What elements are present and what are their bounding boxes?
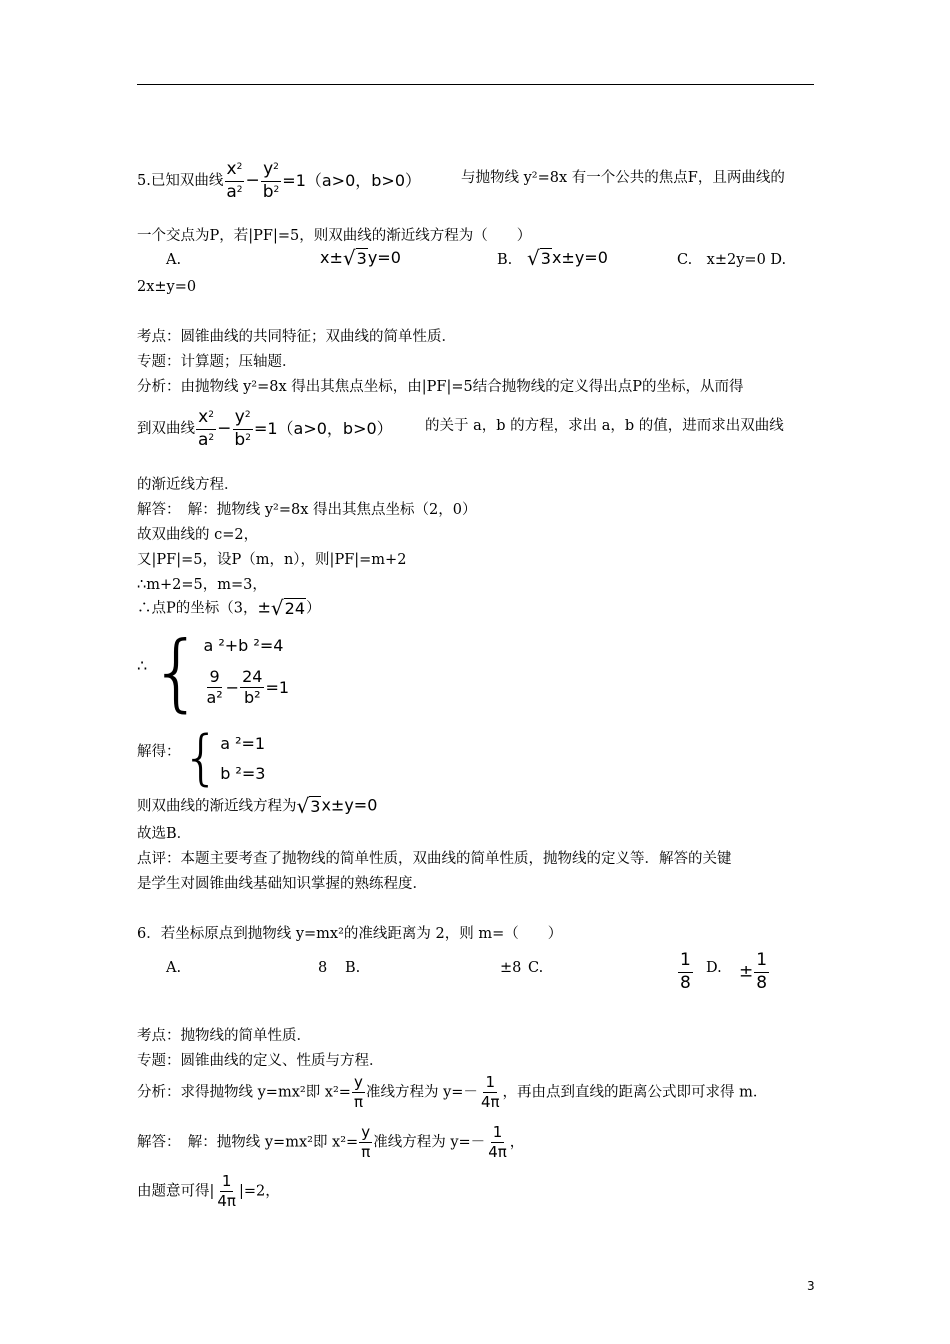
- q5-fenxi-line2-post: 的关于 a，b 的方程，求出 a，b 的值，进而求出双曲线: [425, 418, 784, 434]
- equation-system-1: { a ²+b ²=4 $\frac{9}{\text{a²}}$ − $\frac{24}{\text{b²}}$ =1: [150, 623, 290, 721]
- page-number: 3: [807, 1279, 815, 1293]
- q5-conclusion: 则双曲线的渐近线方程为 √ 3 x±y=0: [137, 794, 378, 818]
- q6-option-a-label: A.: [166, 960, 182, 976]
- system2-row2: b ²=3: [220, 763, 266, 783]
- q5-jieda-line3: 又|PF|=5，设P（m，n），则|PF|=m+2: [137, 552, 407, 568]
- therefore-symbol: ∴: [137, 656, 148, 675]
- q6-option-b-value: ±8: [500, 960, 522, 976]
- q5-jieda-line1: 解答： 解：抛物线 y²=8x 得出其焦点坐标（2，0）: [137, 502, 477, 518]
- q5-fenxi-line1: 分析：由抛物线 y²=8x 得出其焦点坐标，由|PF|=5结合抛物线的定义得出点P的坐标，从而得: [137, 379, 744, 395]
- q5-option-c: C. x±2y=0 D.: [677, 252, 787, 268]
- q6-option-c-label: C.: [528, 960, 544, 976]
- system1-row1: a ²+b ²=4: [203, 636, 284, 656]
- q6-option-d-label: D.: [706, 960, 722, 976]
- q5-zhuanti: 专题：计算题；压轴题．: [137, 354, 297, 370]
- jiede-label: 解得：: [137, 744, 181, 760]
- header-rule: [137, 84, 814, 85]
- q5-stem-mid: 与抛物线 y²=8x 有一个公共的焦点F，且两曲线的: [461, 170, 785, 186]
- q5-dianping-line1: 点评：本题主要考查了抛物线的简单性质，双曲线的简单性质，抛物线的定义等．解答的关键: [137, 851, 732, 867]
- q5-option-b-label: B.: [497, 252, 513, 268]
- q6-option-c-value: $\frac{1}{8}$: [680, 950, 691, 993]
- q5-dianping-line2: 是学生对圆锥曲线基础知识掌握的熟练程度．: [137, 876, 427, 892]
- q5-option-a-label: A.: [166, 252, 182, 268]
- system2-row1: a ²=1: [220, 733, 266, 753]
- hyperbola-x-fraction: $\frac{x^2}{a^2}$: [226, 159, 243, 202]
- q5-jieda-line4: ∴m+2=5，m=3，: [137, 577, 267, 593]
- q6-last-line: 由题意可得| $\frac{1}{4\pi}$ |=2，: [137, 1172, 280, 1211]
- hyperbola-y-fraction: $\frac{y^2}{b^2}$: [234, 407, 251, 450]
- hyperbola-x-fraction: $\frac{x^2}{a^2}$: [198, 407, 215, 450]
- q5-fenxi-line2: 到双曲线 $\frac{x^2}{a^2}$ − $\frac{y^2}{b^2}$ =1（a>0，b>0）: [137, 407, 393, 450]
- q5-kaodian: 考点：圆锥曲线的共同特征；双曲线的简单性质．: [137, 329, 456, 345]
- q5-stem-line1: 5.已知双曲线 $\frac{x^2}{a^2}$ − $\frac{y^2}{b^2}$ =1（a>0，b>0）: [137, 159, 422, 202]
- q5-stem-line2: 一个交点为P，若|PF|=5，则双曲线的渐近线方程为（ ）: [137, 228, 532, 244]
- q5-answer: 故选B．: [137, 826, 192, 842]
- q6-kaodian: 考点：抛物线的简单性质．: [137, 1028, 311, 1044]
- q5-jieda-line2: 故双曲线的 c=2，: [137, 527, 259, 543]
- q5-option-b-value: √ 3 x±y=0: [527, 246, 608, 270]
- hyperbola-y-fraction: $\frac{y^2}{b^2}$: [262, 159, 280, 202]
- q5-fenxi-line3: 的渐近线方程．: [137, 477, 239, 493]
- q5-option-d-value: 2x±y=0: [137, 279, 197, 295]
- q5-jieda-line5: ∴点P的坐标（3，± √ 24 ）: [137, 596, 321, 620]
- q6-option-b-label: B.: [345, 960, 361, 976]
- system1-row2: $\frac{9}{\text{a²}}$ − $\frac{24}{\text{b²}}$ =1: [206, 666, 290, 708]
- q6-option-d-value: ± $\frac{1}{8}$: [739, 950, 768, 993]
- q6-stem: 6．若坐标原点到抛物线 y=mx²的准线距离为 2，则 m=（ ）: [137, 926, 563, 942]
- q6-zhuanti: 专题：圆锥曲线的定义、性质与方程．: [137, 1053, 384, 1069]
- q6-fenxi: 分析：求得抛物线 y=mx²即 x²= $\frac{y}{\pi}$ 准线方程为 y=－ $\frac{1}{4\pi}$ ，再由点到直线的距离公式即可求得 m．: [137, 1073, 768, 1112]
- q6-jieda: 解答： 解：抛物线 y=mx²即 x²= $\frac{y}{\pi}$ 准线方程为 y=－ $\frac{1}{4\pi}$ ，: [137, 1123, 525, 1162]
- q5-option-a-value: x± √ 3 y=0: [320, 246, 401, 270]
- equation-system-2: { a ²=1 b ²=3: [182, 723, 266, 793]
- q6-option-a-value: 8: [318, 960, 328, 976]
